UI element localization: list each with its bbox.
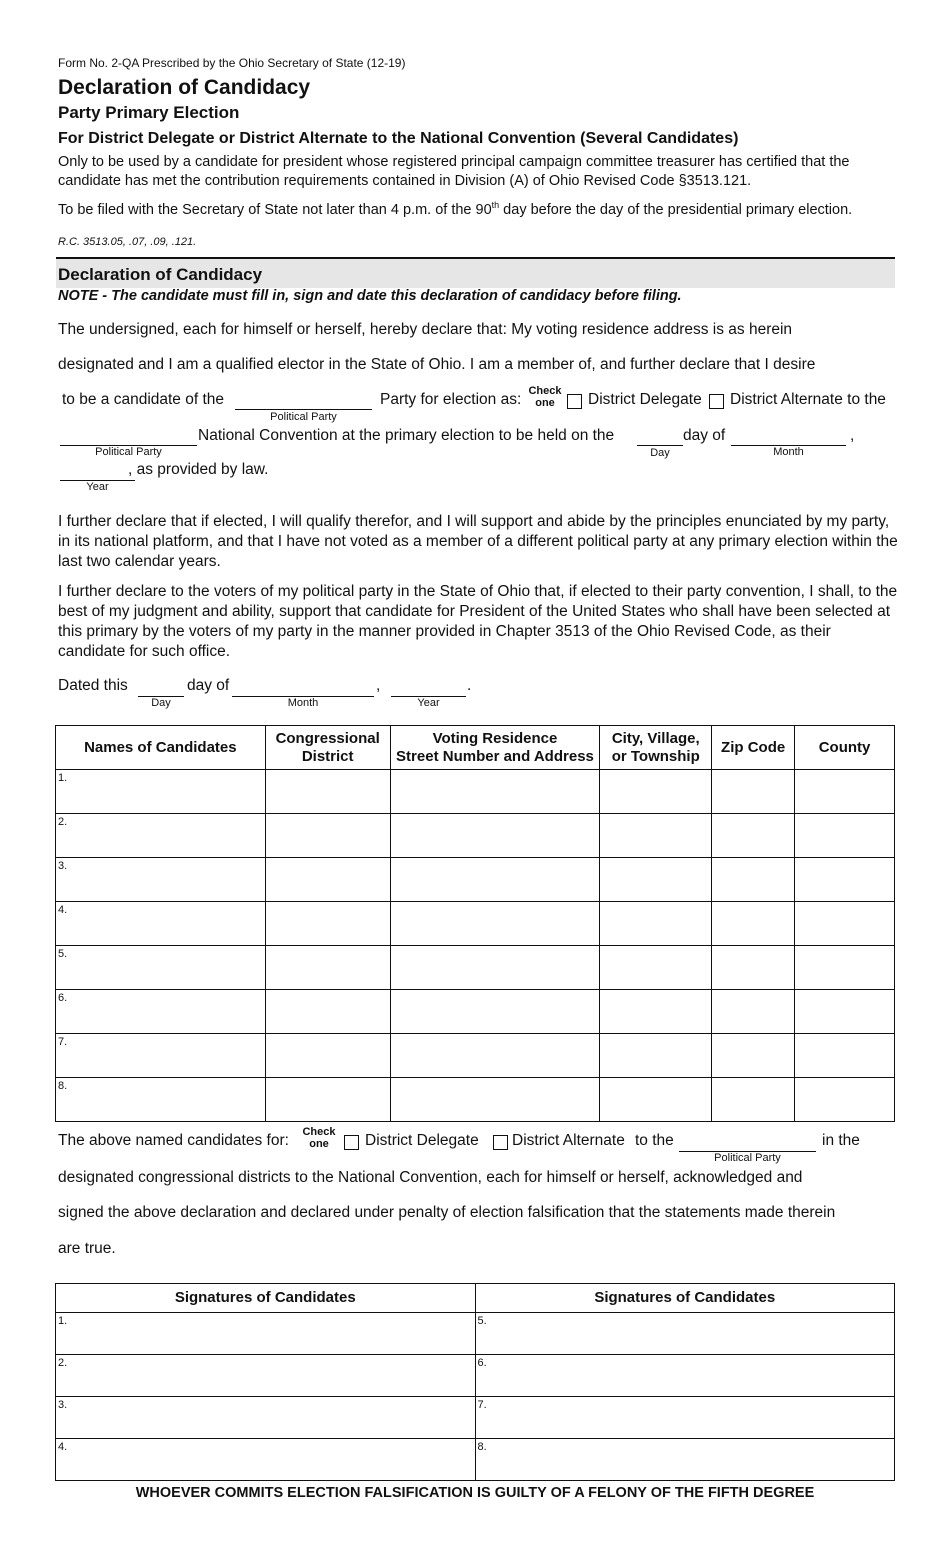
after-table-line-3: signed the above declaration and declared under penalty of election falsification that the statements made therein	[58, 1204, 836, 1221]
signature-cell[interactable]	[56, 1397, 476, 1439]
district-delegate-checkbox[interactable]	[567, 394, 582, 409]
candidates-table-header	[56, 726, 895, 770]
candidate-name-cell[interactable]	[56, 946, 266, 990]
city-cell[interactable]	[600, 946, 712, 990]
declaration-comma: ,	[850, 427, 855, 444]
county-cell[interactable]	[795, 858, 895, 902]
district-cell[interactable]	[265, 1078, 390, 1122]
address-cell[interactable]	[390, 990, 600, 1034]
header-city-village-township: City, Village, or Township	[600, 726, 712, 770]
zip-cell[interactable]	[712, 1034, 795, 1078]
month-caption-1: Month	[773, 446, 804, 458]
header-congressional-district: Congressional District	[265, 726, 390, 770]
declaration-paragraph-2: I further declare that if elected, I will qualify therefor, and I will support and abide by the principles enunciated by my party, in its national platform, and that I have not voted as a member of a different political party at any primary election within the last two calendar years.	[58, 513, 898, 570]
row-number: 1.	[58, 1315, 68, 1327]
address-cell[interactable]	[390, 1078, 600, 1122]
table-row	[56, 1313, 895, 1355]
day-caption-1: Day	[650, 447, 670, 459]
declaration-line-4-mid: day of	[683, 427, 726, 444]
city-cell[interactable]	[600, 770, 712, 814]
row-number: 3.	[58, 860, 68, 872]
header-names-of-candidates: Names of Candidates	[56, 726, 266, 770]
check-one-label-2: Check one	[302, 1126, 336, 1150]
row-number: 5.	[58, 948, 68, 960]
row-number: 6.	[477, 1357, 487, 1369]
filing-text: To be filed with the Secretary of State not later than 4 p.m. of the 90th day before the day of the presidential primary election.	[58, 200, 853, 218]
candidate-name-cell[interactable]	[56, 1078, 266, 1122]
row-number: 8.	[58, 1080, 68, 1092]
declaration-paragraph-3: I further declare to the voters of my political party in the State of Ohio that, if elected to their party convention, I shall, to the best of my judgment and ability, support that candidate for President of the United States who shall have been selected at this primary by the voters of my party in the manner provided in Chapter 3513 of the Ohio Revised Code, as their candidate for such office.	[58, 583, 898, 660]
table-row	[56, 946, 895, 990]
dated-day-of-label: day of	[187, 677, 230, 694]
address-cell[interactable]	[390, 770, 600, 814]
county-cell[interactable]	[795, 1078, 895, 1122]
political-party-caption-3: Political Party	[714, 1152, 781, 1164]
city-cell[interactable]	[600, 858, 712, 902]
table-row	[56, 858, 895, 902]
zip-cell[interactable]	[712, 770, 795, 814]
above-named-candidates-label: The above named candidates for:	[58, 1132, 289, 1149]
candidate-name-cell[interactable]	[56, 902, 266, 946]
district-cell[interactable]	[265, 946, 390, 990]
page-sub-subtitle: For District Delegate or District Alternate to the National Convention (Several Candidates)	[58, 130, 739, 147]
to-the-label: to the	[635, 1132, 674, 1149]
city-cell[interactable]	[600, 902, 712, 946]
district-alternate-label: District Alternate to the	[730, 391, 886, 408]
district-cell[interactable]	[265, 1034, 390, 1078]
declaration-line-2: designated and I am a qualified elector in the State of Ohio. I am a member of, and further declare that I desire	[58, 356, 816, 373]
signatures-header-right: Signatures of Candidates	[475, 1284, 895, 1313]
candidates-district-delegate-label: District Delegate	[365, 1132, 479, 1149]
declaration-line-3-mid: Party for election as:	[380, 391, 522, 408]
table-row	[56, 1355, 895, 1397]
row-number: 5.	[477, 1315, 487, 1327]
district-cell[interactable]	[265, 990, 390, 1034]
district-cell[interactable]	[265, 814, 390, 858]
candidate-name-cell[interactable]	[56, 770, 266, 814]
political-party-caption-1: Political Party	[270, 411, 337, 423]
form-number: Form No. 2-QA Prescribed by the Ohio Secretary of State (12-19)	[58, 56, 406, 70]
candidates-district-delegate-checkbox[interactable]	[344, 1135, 359, 1150]
table-row	[56, 902, 895, 946]
declaration-line-5: , as provided by law.	[128, 461, 269, 478]
table-row	[56, 1078, 895, 1122]
table-row	[56, 814, 895, 858]
signature-cell[interactable]	[56, 1313, 476, 1355]
political-party-field-1[interactable]	[235, 409, 372, 410]
political-party-caption-2: Political Party	[95, 446, 162, 458]
candidates-table	[55, 725, 895, 1122]
address-cell[interactable]	[390, 814, 600, 858]
candidate-name-cell[interactable]	[56, 990, 266, 1034]
candidate-name-cell[interactable]	[56, 1034, 266, 1078]
zip-cell[interactable]	[712, 1078, 795, 1122]
signatures-header-left: Signatures of Candidates	[56, 1284, 476, 1313]
section-note: NOTE - The candidate must fill in, sign and date this declaration of candidacy before filing.	[58, 288, 682, 304]
county-cell[interactable]	[795, 770, 895, 814]
county-cell[interactable]	[795, 946, 895, 990]
section-title: Declaration of Candidacy	[58, 265, 263, 284]
district-delegate-label: District Delegate	[588, 391, 702, 408]
table-row	[56, 770, 895, 814]
row-number: 2.	[58, 816, 68, 828]
dated-month-caption: Month	[287, 697, 319, 709]
district-cell[interactable]	[265, 858, 390, 902]
address-cell[interactable]	[390, 902, 600, 946]
address-cell[interactable]	[390, 946, 600, 990]
row-number: 4.	[58, 904, 68, 916]
after-table-line-4: are true.	[58, 1240, 116, 1257]
district-alternate-checkbox[interactable]	[709, 394, 724, 409]
zip-cell[interactable]	[712, 902, 795, 946]
zip-cell[interactable]	[712, 990, 795, 1034]
signature-cell[interactable]	[475, 1439, 895, 1481]
header-voting-residence: Voting Residence Street Number and Address	[390, 726, 600, 770]
candidate-name-cell[interactable]	[56, 858, 266, 902]
check-one-label-1: Check one	[528, 385, 562, 409]
address-cell[interactable]	[390, 858, 600, 902]
section-header-bar	[56, 257, 895, 288]
dated-this-label: Dated this	[58, 677, 128, 694]
declaration-line-4-start: National Convention at the primary election to be held on the	[198, 427, 615, 444]
falsification-warning: WHOEVER COMMITS ELECTION FALSIFICATION IS GUILTY OF A FELONY OF THE FIFTH DEGREE	[135, 1485, 815, 1501]
intro-text: Only to be used by a candidate for president whose registered principal campaign committee treasurer has certified that the candidate has met the contribution requirements contained in Division (A) of Ohio Revised Code §3513.121.	[58, 154, 850, 189]
row-number: 4.	[58, 1441, 68, 1453]
page-title: Declaration of Candidacy	[58, 76, 311, 99]
district-cell[interactable]	[265, 902, 390, 946]
table-row	[56, 990, 895, 1034]
signature-cell[interactable]	[475, 1313, 895, 1355]
header-zip-code: Zip Code	[712, 726, 795, 770]
row-number: 2.	[58, 1357, 68, 1369]
dated-year-caption: Year	[417, 697, 440, 709]
candidates-district-alternate-label: District Alternate	[512, 1132, 625, 1149]
city-cell[interactable]	[600, 990, 712, 1034]
revised-code-reference: R.C. 3513.05, .07, .09, .121.	[58, 236, 197, 248]
county-cell[interactable]	[795, 902, 895, 946]
election-day-field[interactable]	[637, 445, 683, 446]
county-cell[interactable]	[795, 814, 895, 858]
row-number: 8.	[477, 1441, 487, 1453]
dated-day-caption: Day	[151, 697, 171, 709]
row-number: 7.	[477, 1399, 487, 1411]
dated-comma: ,	[376, 677, 381, 694]
signatures-table	[55, 1283, 895, 1481]
signature-cell[interactable]	[56, 1439, 476, 1481]
county-cell[interactable]	[795, 1034, 895, 1078]
table-row	[56, 1397, 895, 1439]
declaration-line-1: The undersigned, each for himself or herself, hereby declare that: My voting residence address is as herein	[58, 321, 793, 338]
zip-cell[interactable]	[712, 946, 795, 990]
zip-cell[interactable]	[712, 814, 795, 858]
page-subtitle: Party Primary Election	[58, 103, 240, 122]
after-table-line-2: designated congressional districts to the National Convention, each for himself or herself, acknowledged and	[58, 1169, 803, 1186]
table-row	[56, 1034, 895, 1078]
signature-cell[interactable]	[56, 1355, 476, 1397]
candidate-name-cell[interactable]	[56, 814, 266, 858]
declaration-line-3-start: to be a candidate of the	[62, 391, 225, 408]
city-cell[interactable]	[600, 1078, 712, 1122]
row-number: 1.	[58, 772, 68, 784]
dated-period: .	[467, 677, 472, 694]
signature-cell[interactable]	[475, 1397, 895, 1439]
table-row	[56, 1439, 895, 1481]
row-number: 3.	[58, 1399, 68, 1411]
district-cell[interactable]	[265, 770, 390, 814]
candidates-district-alternate-checkbox[interactable]	[493, 1135, 508, 1150]
signature-cell[interactable]	[475, 1355, 895, 1397]
city-cell[interactable]	[600, 1034, 712, 1078]
year-caption-1: Year	[86, 481, 109, 493]
county-cell[interactable]	[795, 990, 895, 1034]
header-county: County	[795, 726, 895, 770]
city-cell[interactable]	[600, 814, 712, 858]
row-number: 6.	[58, 992, 68, 1004]
in-the-label: in the	[822, 1132, 860, 1149]
address-cell[interactable]	[390, 1034, 600, 1078]
row-number: 7.	[58, 1036, 68, 1048]
signatures-table-header	[56, 1284, 895, 1313]
zip-cell[interactable]	[712, 858, 795, 902]
